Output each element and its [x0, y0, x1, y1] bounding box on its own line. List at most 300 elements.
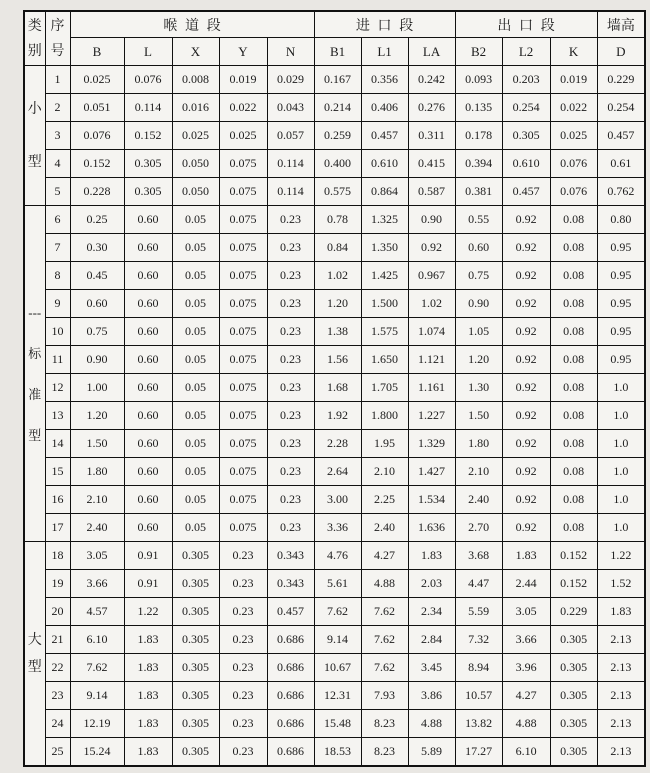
value-cell: 3.05 — [70, 542, 124, 570]
value-cell: 8.94 — [455, 654, 502, 682]
value-cell: 1.227 — [408, 402, 455, 430]
value-cell: 9.14 — [70, 682, 124, 710]
value-cell: 2.13 — [597, 738, 645, 767]
value-cell: 18.53 — [314, 738, 361, 767]
value-cell: 0.305 — [172, 570, 219, 598]
value-cell: 1.650 — [361, 346, 408, 374]
value-cell: 0.08 — [550, 290, 597, 318]
value-cell: 0.394 — [455, 150, 502, 178]
value-cell: 0.356 — [361, 66, 408, 94]
value-cell: 0.92 — [502, 486, 550, 514]
value-cell: 0.05 — [172, 374, 219, 402]
value-cell: 2.64 — [314, 458, 361, 486]
value-cell: 0.91 — [124, 542, 172, 570]
serial-number: 24 — [45, 710, 70, 738]
value-cell: 3.66 — [502, 626, 550, 654]
category-label-vertical — [25, 633, 45, 675]
value-cell: 2.13 — [597, 654, 645, 682]
value-cell: 0.75 — [70, 318, 124, 346]
value-cell: 5.89 — [408, 738, 455, 767]
value-cell: 2.13 — [597, 682, 645, 710]
value-cell: 0.92 — [502, 402, 550, 430]
value-cell: 0.05 — [172, 458, 219, 486]
value-cell: 0.022 — [550, 94, 597, 122]
value-cell: 0.025 — [70, 66, 124, 94]
value-cell: 0.23 — [219, 626, 267, 654]
value-cell: 7.62 — [70, 654, 124, 682]
value-cell: 0.305 — [550, 682, 597, 710]
value-cell: 0.114 — [267, 178, 314, 206]
value-cell: 2.25 — [361, 486, 408, 514]
header-category: 类别 — [24, 11, 45, 66]
value-cell: 0.23 — [267, 318, 314, 346]
value-cell: 0.23 — [267, 430, 314, 458]
value-cell: 0.08 — [550, 234, 597, 262]
category-char: 大 — [27, 632, 42, 648]
value-cell: 6.10 — [70, 626, 124, 654]
value-cell: 0.305 — [124, 150, 172, 178]
value-cell: 0.686 — [267, 654, 314, 682]
value-cell: 0.60 — [124, 486, 172, 514]
value-cell: 1.074 — [408, 318, 455, 346]
value-cell: 0.305 — [172, 626, 219, 654]
value-cell: 0.08 — [550, 206, 597, 234]
value-cell: 1.68 — [314, 374, 361, 402]
value-cell: 2.10 — [455, 458, 502, 486]
value-cell: 1.0 — [597, 514, 645, 542]
value-cell: 8.23 — [361, 738, 408, 767]
serial-number: 17 — [45, 514, 70, 542]
value-cell: 0.114 — [267, 150, 314, 178]
header-row-groups — [24, 11, 645, 38]
value-cell: 1.575 — [361, 318, 408, 346]
value-cell: 2.40 — [70, 514, 124, 542]
serial-number: 20 — [45, 598, 70, 626]
value-cell: 0.043 — [267, 94, 314, 122]
value-cell: 0.92 — [502, 514, 550, 542]
header-col-Y: Y — [219, 38, 267, 66]
value-cell: 0.311 — [408, 122, 455, 150]
value-cell: 0.025 — [219, 122, 267, 150]
value-cell: 5.59 — [455, 598, 502, 626]
value-cell: 17.27 — [455, 738, 502, 767]
value-cell: 0.23 — [267, 458, 314, 486]
value-cell: 0.60 — [124, 318, 172, 346]
value-cell: 1.161 — [408, 374, 455, 402]
value-cell: 1.83 — [124, 710, 172, 738]
category-label — [24, 542, 45, 767]
value-cell: 0.152 — [124, 122, 172, 150]
value-cell: 1.22 — [124, 598, 172, 626]
serial-number: 10 — [45, 318, 70, 346]
value-cell: 0.305 — [172, 654, 219, 682]
value-cell: 0.08 — [550, 374, 597, 402]
table-row — [24, 710, 645, 738]
value-cell: 0.686 — [267, 710, 314, 738]
value-cell: 3.86 — [408, 682, 455, 710]
value-cell: 0.90 — [455, 290, 502, 318]
value-cell: 0.95 — [597, 346, 645, 374]
value-cell: 0.610 — [502, 150, 550, 178]
table-row — [24, 346, 645, 374]
header-serial: 序号 — [45, 11, 70, 66]
serial-number: 4 — [45, 150, 70, 178]
value-cell: 2.10 — [70, 486, 124, 514]
value-cell: 0.381 — [455, 178, 502, 206]
value-cell: 0.08 — [550, 318, 597, 346]
value-cell: 1.534 — [408, 486, 455, 514]
header-col-N: N — [267, 38, 314, 66]
value-cell: 0.229 — [597, 66, 645, 94]
serial-number: 13 — [45, 402, 70, 430]
value-cell: 0.05 — [172, 514, 219, 542]
value-cell: 4.88 — [502, 710, 550, 738]
category-label — [24, 66, 45, 206]
value-cell: 1.325 — [361, 206, 408, 234]
value-cell: 2.84 — [408, 626, 455, 654]
value-cell: 0.152 — [550, 542, 597, 570]
table-section-1 — [24, 206, 645, 542]
value-cell: 0.30 — [70, 234, 124, 262]
value-cell: 0.23 — [267, 206, 314, 234]
value-cell: 1.83 — [124, 654, 172, 682]
value-cell: 0.305 — [550, 710, 597, 738]
value-cell: 0.259 — [314, 122, 361, 150]
value-cell: 0.08 — [550, 514, 597, 542]
value-cell: 1.80 — [70, 458, 124, 486]
value-cell: 0.762 — [597, 178, 645, 206]
value-cell: 15.48 — [314, 710, 361, 738]
value-cell: 0.178 — [455, 122, 502, 150]
value-cell: 1.50 — [455, 402, 502, 430]
value-cell: 1.500 — [361, 290, 408, 318]
value-cell: 1.83 — [124, 626, 172, 654]
value-cell: 1.83 — [124, 738, 172, 767]
value-cell: 0.415 — [408, 150, 455, 178]
table-row — [24, 374, 645, 402]
value-cell: 0.08 — [550, 402, 597, 430]
value-cell: 7.62 — [361, 626, 408, 654]
table-row — [24, 514, 645, 542]
value-cell: 2.70 — [455, 514, 502, 542]
value-cell: 12.31 — [314, 682, 361, 710]
value-cell: 4.27 — [502, 682, 550, 710]
value-cell: 2.03 — [408, 570, 455, 598]
value-cell: 0.686 — [267, 738, 314, 767]
table-row — [24, 178, 645, 206]
table-row — [24, 570, 645, 598]
serial-number: 11 — [45, 346, 70, 374]
value-cell: 0.051 — [70, 94, 124, 122]
value-cell: 0.075 — [219, 458, 267, 486]
header-outlet-section: 出口段 — [455, 11, 597, 38]
value-cell: 0.23 — [219, 682, 267, 710]
value-cell: 0.60 — [455, 234, 502, 262]
value-cell: 0.60 — [124, 430, 172, 458]
value-cell: 0.05 — [172, 206, 219, 234]
flume-dimensions-table — [23, 10, 646, 767]
value-cell: 1.0 — [597, 458, 645, 486]
value-cell: 0.60 — [124, 206, 172, 234]
value-cell: 0.60 — [124, 514, 172, 542]
value-cell: 6.10 — [502, 738, 550, 767]
serial-number: 12 — [45, 374, 70, 402]
table-row — [24, 234, 645, 262]
value-cell: 0.152 — [70, 150, 124, 178]
value-cell: 0.025 — [550, 122, 597, 150]
value-cell: 1.0 — [597, 430, 645, 458]
value-cell: 1.22 — [597, 542, 645, 570]
value-cell: 3.00 — [314, 486, 361, 514]
value-cell: 2.40 — [361, 514, 408, 542]
value-cell: 0.575 — [314, 178, 361, 206]
value-cell: 0.075 — [219, 374, 267, 402]
value-cell: 0.305 — [550, 626, 597, 654]
value-cell: 0.60 — [124, 458, 172, 486]
value-cell: 0.686 — [267, 682, 314, 710]
header-col-B2: B2 — [455, 38, 502, 66]
value-cell: 0.08 — [550, 430, 597, 458]
value-cell: 3.66 — [70, 570, 124, 598]
value-cell: 1.05 — [455, 318, 502, 346]
value-cell: 0.05 — [172, 402, 219, 430]
value-cell: 0.08 — [550, 458, 597, 486]
value-cell: 7.93 — [361, 682, 408, 710]
value-cell: 12.19 — [70, 710, 124, 738]
serial-number: 25 — [45, 738, 70, 767]
value-cell: 0.23 — [219, 598, 267, 626]
value-cell: 0.23 — [219, 710, 267, 738]
value-cell: 4.88 — [361, 570, 408, 598]
value-cell: 0.305 — [172, 682, 219, 710]
value-cell: 0.075 — [219, 486, 267, 514]
value-cell: 0.78 — [314, 206, 361, 234]
value-cell: 1.427 — [408, 458, 455, 486]
value-cell: 3.96 — [502, 654, 550, 682]
value-cell: 1.425 — [361, 262, 408, 290]
table-section-2 — [24, 542, 645, 767]
value-cell: 0.203 — [502, 66, 550, 94]
value-cell: 0.076 — [124, 66, 172, 94]
serial-number: 14 — [45, 430, 70, 458]
value-cell: 0.05 — [172, 486, 219, 514]
table-row — [24, 150, 645, 178]
value-cell: 3.05 — [502, 598, 550, 626]
table-row — [24, 626, 645, 654]
value-cell: 1.00 — [70, 374, 124, 402]
serial-number: 2 — [45, 94, 70, 122]
table-section-0 — [24, 66, 645, 206]
value-cell: 0.05 — [172, 290, 219, 318]
value-cell: 0.92 — [502, 346, 550, 374]
value-cell: 0.057 — [267, 122, 314, 150]
value-cell: 2.28 — [314, 430, 361, 458]
value-cell: 1.800 — [361, 402, 408, 430]
header-col-B: B — [70, 38, 124, 66]
value-cell: 0.08 — [550, 262, 597, 290]
value-cell: 0.075 — [219, 206, 267, 234]
value-cell: 1.83 — [124, 682, 172, 710]
value-cell: 4.57 — [70, 598, 124, 626]
value-cell: 1.20 — [455, 346, 502, 374]
value-cell: 0.84 — [314, 234, 361, 262]
value-cell: 0.45 — [70, 262, 124, 290]
table-row — [24, 486, 645, 514]
table-row — [24, 206, 645, 234]
value-cell: 0.457 — [597, 122, 645, 150]
value-cell: 1.636 — [408, 514, 455, 542]
category-char: 准 — [28, 386, 42, 402]
value-cell: 13.82 — [455, 710, 502, 738]
value-cell: 0.093 — [455, 66, 502, 94]
value-cell: 0.95 — [597, 262, 645, 290]
value-cell: 4.47 — [455, 570, 502, 598]
table-row — [24, 654, 645, 682]
value-cell: 0.076 — [550, 178, 597, 206]
value-cell: 7.62 — [361, 598, 408, 626]
header-col-B1: B1 — [314, 38, 361, 66]
header-col-X: X — [172, 38, 219, 66]
category-char: 标 — [28, 345, 42, 361]
value-cell: 0.076 — [70, 122, 124, 150]
value-cell: 0.025 — [172, 122, 219, 150]
value-cell: 0.242 — [408, 66, 455, 94]
serial-number: 3 — [45, 122, 70, 150]
table-row — [24, 290, 645, 318]
value-cell: 0.029 — [267, 66, 314, 94]
value-cell: 4.88 — [408, 710, 455, 738]
value-cell: 1.20 — [70, 402, 124, 430]
value-cell: 1.52 — [597, 570, 645, 598]
value-cell: 0.92 — [502, 234, 550, 262]
table-row — [24, 430, 645, 458]
value-cell: 0.60 — [124, 290, 172, 318]
value-cell: 0.60 — [124, 402, 172, 430]
value-cell: 1.705 — [361, 374, 408, 402]
table-row — [24, 542, 645, 570]
value-cell: 1.329 — [408, 430, 455, 458]
value-cell: 4.76 — [314, 542, 361, 570]
value-cell: 2.40 — [455, 486, 502, 514]
value-cell: 0.075 — [219, 234, 267, 262]
value-cell: 0.305 — [172, 738, 219, 767]
table-row — [24, 122, 645, 150]
value-cell: 3.45 — [408, 654, 455, 682]
value-cell: 0.60 — [124, 262, 172, 290]
category-char: 型 — [28, 427, 42, 443]
value-cell: 0.019 — [219, 66, 267, 94]
value-cell: 0.008 — [172, 66, 219, 94]
value-cell: 0.406 — [361, 94, 408, 122]
value-cell: 2.13 — [597, 626, 645, 654]
value-cell: 0.23 — [219, 654, 267, 682]
value-cell: 0.23 — [267, 262, 314, 290]
value-cell: 0.08 — [550, 486, 597, 514]
value-cell: 2.13 — [597, 710, 645, 738]
serial-number: 7 — [45, 234, 70, 262]
value-cell: 0.60 — [70, 290, 124, 318]
value-cell: 0.90 — [70, 346, 124, 374]
header-col-L2: L2 — [502, 38, 550, 66]
value-cell: 0.400 — [314, 150, 361, 178]
value-cell: 0.305 — [550, 738, 597, 767]
value-cell: 0.229 — [550, 598, 597, 626]
value-cell: 0.23 — [219, 542, 267, 570]
value-cell: 0.92 — [502, 290, 550, 318]
value-cell: 1.20 — [314, 290, 361, 318]
category-label — [24, 206, 45, 542]
table-header — [24, 11, 645, 66]
table-row — [24, 94, 645, 122]
value-cell: 0.305 — [172, 598, 219, 626]
table-row — [24, 66, 645, 94]
value-cell: 0.95 — [597, 234, 645, 262]
value-cell: 0.23 — [267, 374, 314, 402]
value-cell: 0.075 — [219, 402, 267, 430]
category-char: 型 — [27, 659, 42, 675]
value-cell: 2.10 — [361, 458, 408, 486]
header-col-L1: L1 — [361, 38, 408, 66]
value-cell: 3.68 — [455, 542, 502, 570]
value-cell: 2.44 — [502, 570, 550, 598]
header-col-LA: LA — [408, 38, 455, 66]
serial-number: 1 — [45, 66, 70, 94]
value-cell: 0.075 — [219, 262, 267, 290]
header-row-symbols — [24, 38, 645, 66]
value-cell: 0.343 — [267, 542, 314, 570]
value-cell: 0.92 — [408, 234, 455, 262]
value-cell: 4.27 — [361, 542, 408, 570]
value-cell: 0.23 — [219, 570, 267, 598]
value-cell: 0.23 — [267, 346, 314, 374]
value-cell: 0.075 — [219, 346, 267, 374]
value-cell: 0.457 — [267, 598, 314, 626]
value-cell: 0.305 — [124, 178, 172, 206]
value-cell: 9.14 — [314, 626, 361, 654]
value-cell: 0.075 — [219, 290, 267, 318]
category-char: --- — [28, 304, 42, 320]
serial-number: 6 — [45, 206, 70, 234]
value-cell: 10.67 — [314, 654, 361, 682]
value-cell: 0.457 — [361, 122, 408, 150]
value-cell: 1.83 — [502, 542, 550, 570]
serial-number: 22 — [45, 654, 70, 682]
value-cell: 0.92 — [502, 318, 550, 346]
value-cell: 0.05 — [172, 318, 219, 346]
value-cell: 0.90 — [408, 206, 455, 234]
value-cell: 0.135 — [455, 94, 502, 122]
value-cell: 0.23 — [267, 514, 314, 542]
value-cell: 0.92 — [502, 458, 550, 486]
value-cell: 0.05 — [172, 346, 219, 374]
table-row — [24, 318, 645, 346]
value-cell: 0.457 — [502, 178, 550, 206]
value-cell: 1.83 — [408, 542, 455, 570]
header-col-L: L — [124, 38, 172, 66]
value-cell: 0.305 — [502, 122, 550, 150]
value-cell: 0.23 — [219, 738, 267, 767]
value-cell: 0.114 — [124, 94, 172, 122]
serial-number: 9 — [45, 290, 70, 318]
value-cell: 0.60 — [124, 234, 172, 262]
value-cell: 0.23 — [267, 402, 314, 430]
value-cell: 0.08 — [550, 346, 597, 374]
value-cell: 0.305 — [550, 654, 597, 682]
value-cell: 1.38 — [314, 318, 361, 346]
value-cell: 0.75 — [455, 262, 502, 290]
value-cell: 0.55 — [455, 206, 502, 234]
value-cell: 0.610 — [361, 150, 408, 178]
